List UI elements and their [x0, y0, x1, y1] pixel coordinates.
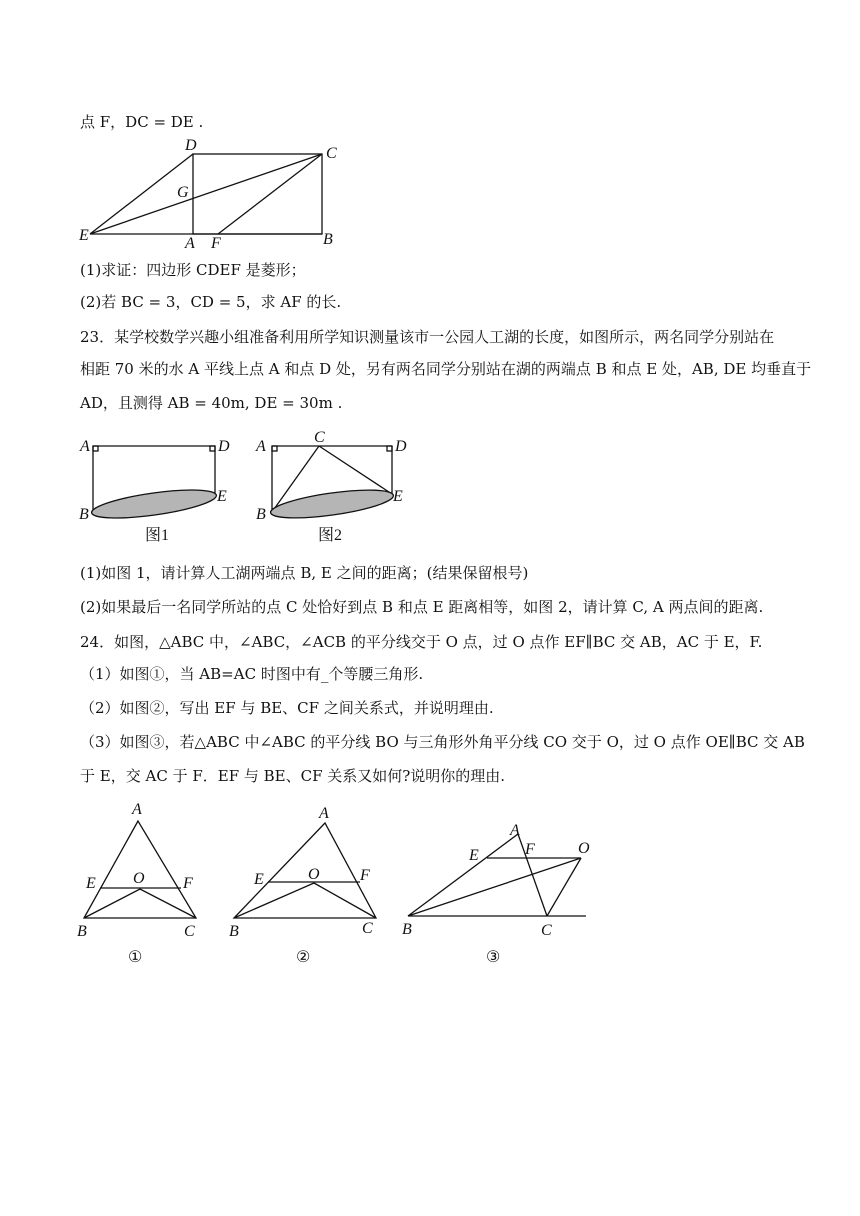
q24-f3-label-e: E	[469, 847, 479, 864]
q24-f1-label-c: C	[184, 923, 195, 940]
q24-figure-1	[72, 796, 212, 971]
q24-f2-label-c: C	[362, 920, 373, 937]
q24-f3-label-c: C	[541, 922, 552, 939]
q24-f3-label-o: O	[578, 840, 590, 857]
q22-figure	[70, 134, 360, 254]
q22-label-c: C	[326, 145, 337, 162]
q24-line1: 24．如图，△ABC 中，∠ABC，∠ACB 的平分线交于 O 点，过 O 点作 EF∥BC 交 AB，AC 于 E，F.	[80, 633, 763, 651]
q24-figure-3	[398, 818, 598, 973]
q23-figure-2	[252, 426, 422, 546]
q23-f2-caption: 图2	[318, 527, 343, 544]
q24-figure-2	[226, 796, 386, 971]
q24-f2-number: ②	[296, 949, 311, 966]
q23-part1: (1)如图 1，请计算人工湖两端点 B, E 之间的距离；(结果保留根号)	[80, 564, 529, 582]
q23-f2-label-a: A	[256, 438, 266, 455]
q23-f2-label-d: D	[395, 438, 407, 455]
q24-part3a: （3）如图③，若△ABC 中∠ABC 的平分线 BO 与三角形外角平分线 CO 交于 O，过 O 点作 OE∥BC 交 AB	[80, 733, 805, 751]
q24-f1-label-o: O	[133, 870, 145, 887]
q24-f2-label-o: O	[308, 866, 320, 883]
q23-line2: 相距 70 米的水 A 平线上点 A 和点 D 处，另有两名同学分别站在湖的两端点 B 和点 E 处，AB, DE 均垂直于	[80, 360, 812, 378]
q22-label-f: F	[211, 235, 221, 252]
q22-label-a: A	[185, 235, 195, 252]
q24-f3-label-f: F	[525, 841, 535, 858]
q22-label-b: B	[323, 231, 333, 248]
q23-line3: AD，且测得 AB = 40m, DE = 30m .	[80, 394, 343, 412]
q24-f3-label-a: A	[510, 822, 520, 839]
q23-f2-label-b: B	[256, 506, 266, 523]
q24-f3-number: ③	[486, 949, 501, 966]
q23-part2: (2)如果最后一名同学所站的点 C 处恰好到点 B 和点 E 距离相等，如图 2，请计算 C, A 两点间的距离.	[80, 598, 764, 616]
q24-f1-number: ①	[128, 949, 143, 966]
q23-f2-label-c: C	[314, 429, 325, 446]
q23-f1-caption: 图1	[145, 527, 170, 544]
q24-f2-label-e: E	[254, 871, 264, 888]
q24-part1: （1）如图①，当 AB=AC 时图中有_个等腰三角形.	[80, 665, 424, 683]
q22-part1: (1)求证：四边形 CDEF 是菱形；	[80, 261, 306, 279]
q23-f1-label-d: D	[218, 438, 230, 455]
q23-line1: 23．某学校数学兴趣小组准备利用所学知识测量该市一公园人工湖的长度，如图所示，两名同学分别站在	[80, 328, 775, 346]
q22-label-g: G	[177, 184, 189, 201]
q24-f1-label-e: E	[86, 875, 96, 892]
q22-part2: (2)若 BC = 3，CD = 5，求 AF 的长.	[80, 293, 342, 311]
q23-f1-label-b: B	[79, 506, 89, 523]
q24-f3-label-b: B	[402, 921, 412, 938]
q23-f2-label-e: E	[393, 488, 403, 505]
q24-f2-label-a: A	[319, 805, 329, 822]
q23-f1-label-a: A	[80, 438, 90, 455]
q24-f1-label-b: B	[77, 923, 87, 940]
q22-label-d: D	[185, 137, 197, 154]
q24-f1-label-a: A	[132, 801, 142, 818]
q23-figure-1	[75, 432, 245, 547]
q24-f2-label-b: B	[229, 923, 239, 940]
q22-label-e: E	[79, 227, 89, 244]
q24-f2-label-f: F	[360, 867, 370, 884]
q24-part3b: 于 E，交 AC 于 F．EF 与 BE、CF 关系又如何?说明你的理由.	[80, 767, 506, 785]
q24-part2: （2）如图②，写出 EF 与 BE、CF 之间关系式，并说明理由.	[80, 699, 494, 717]
q24-f1-label-f: F	[183, 875, 193, 892]
q22-intro: 点 F，DC = DE .	[80, 113, 204, 131]
q23-f1-label-e: E	[217, 488, 227, 505]
